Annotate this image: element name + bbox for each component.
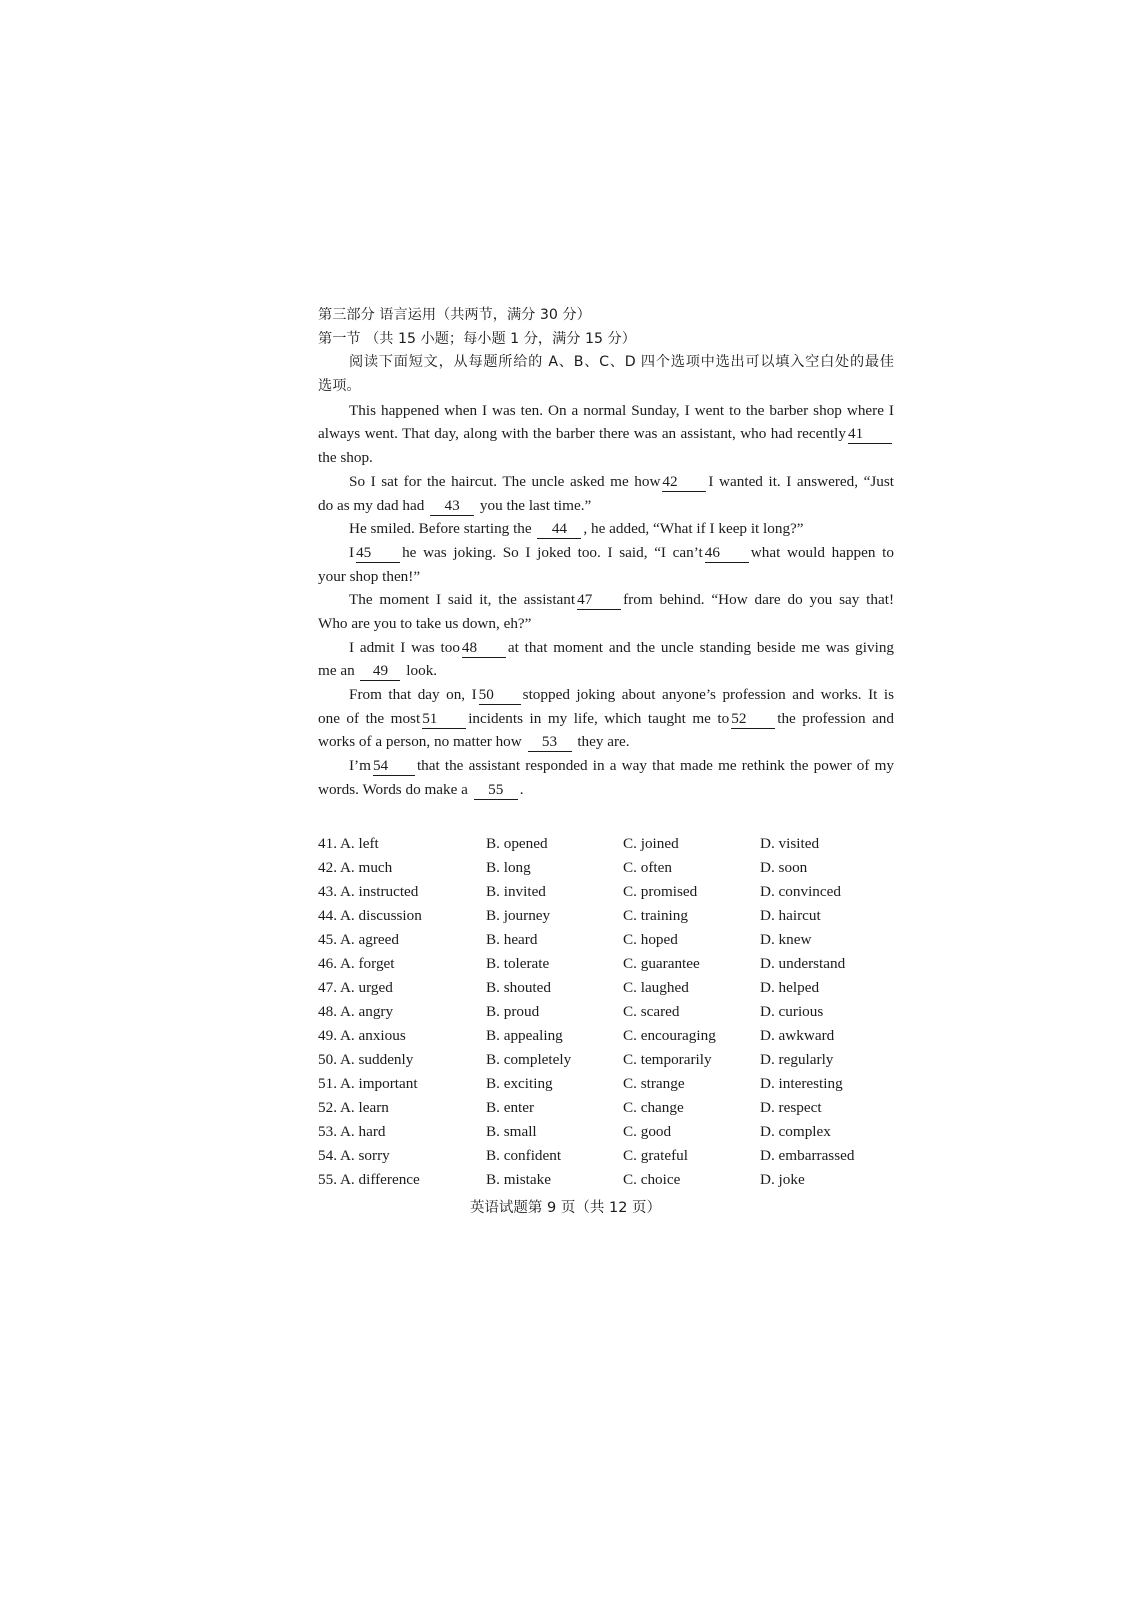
blank-41: 41 (848, 425, 892, 444)
page-footer: 英语试题第 9 页（共 12 页） (469, 1200, 662, 1216)
option-c: C. good (623, 1123, 672, 1140)
blank-52: 52 (731, 710, 775, 729)
question-row (318, 880, 894, 904)
option-d: D. complex (760, 1123, 831, 1140)
section-heading: 第一节 （共 15 小题；每小题 1 分，满分 15 分） (318, 330, 636, 347)
option-a: 46. A. forget (318, 955, 395, 972)
option-c: C. strange (623, 1075, 685, 1092)
option-b: B. invited (486, 883, 546, 900)
option-b: B. exciting (486, 1075, 553, 1092)
option-c: C. hoped (623, 931, 678, 948)
question-row (318, 1096, 894, 1120)
instruction-line-1: 阅读下面短文，从每题所给的 A、B、C、D 四个选项中选出可以填入空白处的最佳 (349, 354, 894, 371)
option-b: B. long (486, 859, 531, 876)
option-c: C. laughed (623, 979, 689, 996)
passage-line: The moment I said it, the assistant 47 from behind. “How dare do you say that! (349, 591, 895, 609)
question-row (318, 832, 894, 856)
option-c: C. joined (623, 835, 679, 852)
question-row (318, 1072, 894, 1096)
option-a: 47. A. urged (318, 979, 393, 996)
option-d: D. soon (760, 859, 808, 876)
passage-block (318, 304, 894, 801)
option-a: 54. A. sorry (318, 1147, 390, 1164)
option-a: 49. A. anxious (318, 1027, 406, 1044)
blank-54: 54 (373, 757, 415, 776)
question-row (318, 952, 894, 976)
option-a: 55. A. difference (318, 1171, 420, 1188)
answer-options (318, 832, 894, 1192)
option-d: D. knew (760, 931, 812, 948)
option-b: B. mistake (486, 1171, 551, 1188)
question-row (318, 904, 894, 928)
question-row (318, 1120, 894, 1144)
option-d: D. respect (760, 1099, 822, 1116)
passage-line: He smiled. Before starting the 44 , he added, “What if I keep it long?” (349, 520, 804, 538)
passage-line: me an 49 look. (318, 662, 438, 680)
blank-50: 50 (479, 686, 521, 705)
passage-line: words. Words do make a 55 . (318, 780, 524, 798)
blank-51: 51 (422, 710, 466, 729)
passage-line: always went. That day, along with the barber there was an assistant, who had recently 41 (318, 422, 894, 446)
option-c: C. training (623, 907, 688, 924)
option-b: B. appealing (486, 1027, 563, 1044)
option-a: 53. A. hard (318, 1123, 386, 1140)
option-a: 45. A. agreed (318, 931, 399, 948)
passage-line: I admit I was too 48 at that moment and the uncle standing beside me was giving (349, 638, 895, 656)
question-row (318, 856, 894, 880)
option-d: D. visited (760, 835, 820, 852)
question-row (318, 1000, 894, 1024)
passage-line: This happened when I was ten. On a normal Sunday, I went to the barber shop where I (349, 401, 894, 419)
option-b: B. small (486, 1123, 537, 1140)
option-c: C. grateful (623, 1147, 688, 1164)
question-row (318, 928, 894, 952)
option-c: C. temporarily (623, 1051, 712, 1068)
blank-45: 45 (356, 544, 400, 563)
passage-line: I’m 54 that the assistant responded in a way that made me rethink the power of my (349, 757, 894, 775)
option-a: 41. A. left (318, 835, 379, 852)
option-a: 43. A. instructed (318, 883, 419, 900)
passage-line: do as my dad had 43 you the last time.” (318, 496, 592, 514)
option-c: C. guarantee (623, 955, 700, 972)
blank-48: 48 (462, 639, 506, 658)
option-d: D. understand (760, 955, 846, 972)
option-d: D. awkward (760, 1027, 835, 1044)
option-a: 42. A. much (318, 859, 393, 876)
option-d: D. curious (760, 1003, 824, 1020)
blank-47: 47 (577, 591, 621, 610)
blank-55: 55 (474, 781, 518, 800)
passage-line: From that day on, I 50 stopped joking about anyone’s profession and works. It is (349, 686, 894, 703)
passage-line: works of a person, no matter how 53 they are. (318, 733, 630, 751)
option-a: 50. A. suddenly (318, 1051, 414, 1068)
option-a: 48. A. angry (318, 1003, 394, 1020)
option-d: D. joke (760, 1171, 805, 1188)
blank-43: 43 (430, 497, 474, 516)
option-b: B. enter (486, 1099, 535, 1116)
option-b: B. shouted (486, 979, 551, 996)
option-b: B. completely (486, 1051, 572, 1068)
instruction-line-2: 选项。 (318, 378, 361, 395)
option-b: B. journey (486, 907, 551, 924)
blank-44: 44 (537, 520, 581, 539)
question-row (318, 1048, 894, 1072)
blank-49: 49 (360, 662, 400, 681)
option-d: D. helped (760, 979, 820, 996)
option-b: B. confident (486, 1147, 562, 1164)
passage-line: So I sat for the haircut. The uncle asked me how 42 I wanted it. I answered, “Just (349, 472, 894, 490)
option-c: C. encouraging (623, 1027, 716, 1044)
option-a: 51. A. important (318, 1075, 418, 1092)
option-b: B. proud (486, 1003, 540, 1020)
passage-line: the shop. (318, 449, 373, 467)
question-row (318, 1168, 894, 1192)
passage-line: I 45 he was joking. So I joked too. I said, “I can’t 46 what would happen to (349, 543, 894, 561)
question-row (318, 1144, 894, 1168)
passage-line: Who are you to take us down, eh?” (318, 614, 532, 632)
option-d: D. convinced (760, 883, 841, 900)
passage-line: one of the most 51 incidents in my life, which taught me to 52 the profession and (318, 709, 894, 727)
question-row (318, 1024, 894, 1048)
part-heading: 第三部分 语言运用（共两节，满分 30 分） (318, 307, 591, 323)
blank-42: 42 (662, 473, 706, 492)
option-a: 44. A. discussion (318, 907, 422, 924)
option-d: D. regularly (760, 1051, 834, 1068)
option-c: C. promised (623, 883, 698, 900)
option-b: B. heard (486, 931, 538, 948)
blank-53: 53 (528, 733, 572, 752)
option-c: C. often (623, 859, 672, 876)
option-c: C. choice (623, 1171, 681, 1188)
option-c: C. change (623, 1099, 684, 1116)
question-row (318, 976, 894, 1000)
option-d: D. haircut (760, 907, 821, 924)
option-d: D. embarrassed (760, 1147, 855, 1164)
passage-line: your shop then!” (318, 567, 421, 585)
option-d: D. interesting (760, 1075, 843, 1092)
option-c: C. scared (623, 1003, 680, 1020)
option-a: 52. A. learn (318, 1099, 389, 1116)
option-b: B. tolerate (486, 955, 550, 972)
option-b: B. opened (486, 835, 548, 852)
blank-46: 46 (705, 544, 749, 563)
